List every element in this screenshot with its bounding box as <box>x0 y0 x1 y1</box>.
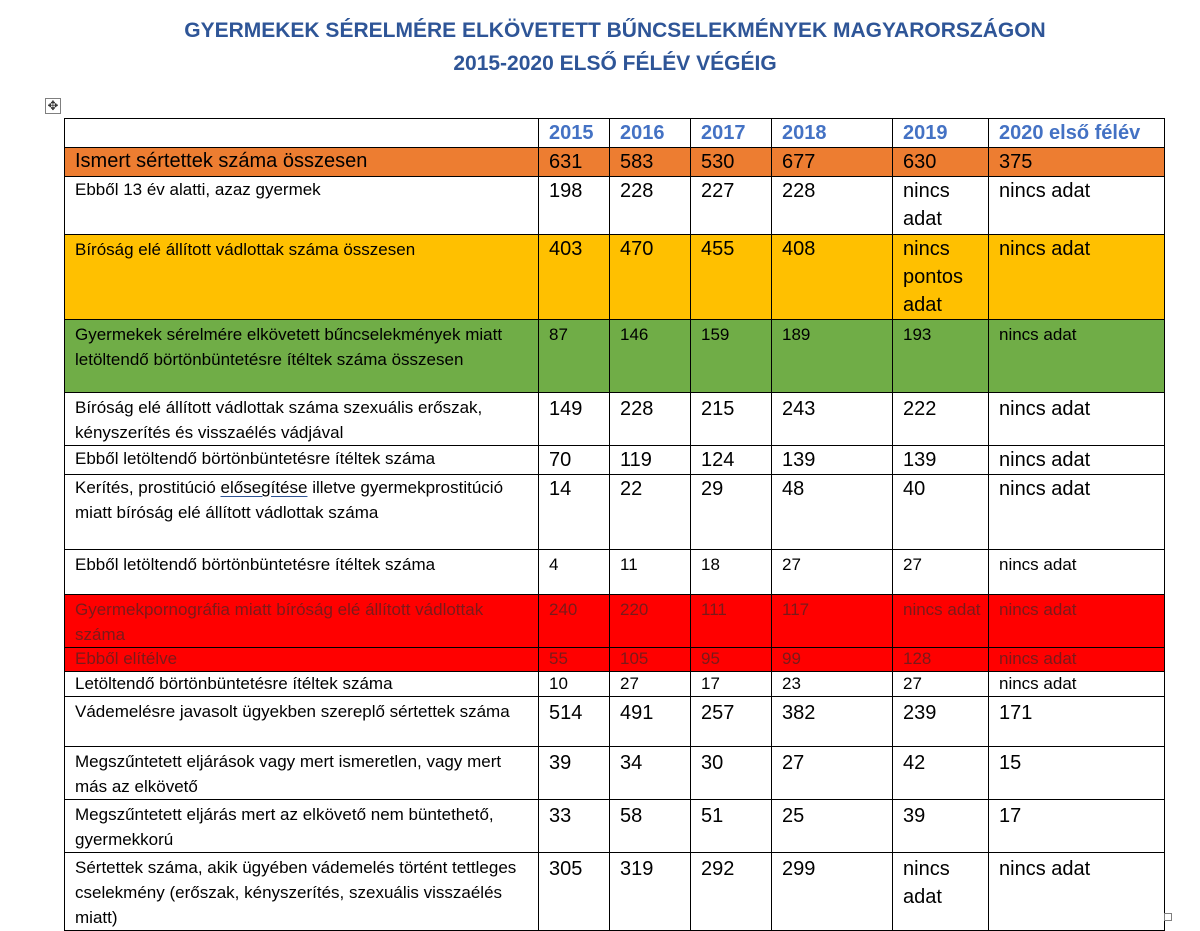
row-label: Gyermekek sérelmére elkövetett bűncselekmények miatt letöltendő börtönbüntetésre ítéltek száma összesen <box>65 320 539 393</box>
cell-value: 239 <box>893 697 989 747</box>
cell-value: 491 <box>610 697 691 747</box>
cell-value: 105 <box>610 648 691 672</box>
table-row <box>65 550 1165 595</box>
table-row <box>65 446 1165 475</box>
table-row <box>65 747 1165 800</box>
cell-value: 30 <box>691 747 772 800</box>
cell-value: 382 <box>772 697 893 747</box>
cell-value: nincs adat <box>989 393 1165 446</box>
cell-value: 139 <box>772 446 893 475</box>
cell-value: nincs adat <box>989 446 1165 475</box>
table-header-row <box>65 119 1165 148</box>
table-row <box>65 672 1165 697</box>
cell-value: 70 <box>539 446 610 475</box>
cell-value: nincs adat <box>989 648 1165 672</box>
cell-value: 23 <box>772 672 893 697</box>
table-row <box>65 853 1165 931</box>
cell-value: nincs adat <box>989 475 1165 550</box>
row-label: Ebből letöltendő börtönbüntetésre ítéltek száma <box>65 446 539 475</box>
cell-value: 631 <box>539 148 610 177</box>
cell-value: 257 <box>691 697 772 747</box>
cell-value: 215 <box>691 393 772 446</box>
table-move-handle-icon[interactable]: ✥ <box>45 98 61 114</box>
cell-value: 139 <box>893 446 989 475</box>
header-cell-2019: 2019 <box>893 119 989 148</box>
header-cell-empty <box>65 119 539 148</box>
title-line-2: 2015-2020 ELSŐ FÉLÉV VÉGÉIG <box>453 52 777 75</box>
cell-value: nincs pontos adat <box>893 235 989 320</box>
cell-value: 27 <box>893 672 989 697</box>
header-cell-2017: 2017 <box>691 119 772 148</box>
cell-value: 18 <box>691 550 772 595</box>
cell-value: 48 <box>772 475 893 550</box>
cell-value: 677 <box>772 148 893 177</box>
row-label: Ismert sértettek száma összesen <box>65 148 539 177</box>
row-label: Bíróság elé állított vádlottak száma szexuális erőszak, kényszerítés és visszaélés vádjával <box>65 393 539 446</box>
cell-value: nincs adat <box>989 853 1165 931</box>
row-label: Ebből elítélve <box>65 648 539 672</box>
table-row <box>65 177 1165 235</box>
cell-value: 159 <box>691 320 772 393</box>
row-label: Megszűntetett eljárás mert az elkövető nem büntethető, gyermekkorú <box>65 800 539 853</box>
cell-value: 240 <box>539 595 610 648</box>
cell-value: 128 <box>893 648 989 672</box>
cell-value: 630 <box>893 148 989 177</box>
cell-value: 455 <box>691 235 772 320</box>
cell-value: 58 <box>610 800 691 853</box>
cell-value: 222 <box>893 393 989 446</box>
cell-value: 530 <box>691 148 772 177</box>
cell-value: 95 <box>691 648 772 672</box>
cell-value: 51 <box>691 800 772 853</box>
row-label: Letöltendő börtönbüntetésre ítéltek száma <box>65 672 539 697</box>
row-label-text: illetve gyermekprostitúció miatt bíróság elé állított vádlottak száma <box>75 478 504 522</box>
row-label: Ebből 13 év alatti, azaz gyermek <box>65 177 539 235</box>
cell-value: 40 <box>893 475 989 550</box>
cell-value: nincs adat <box>989 550 1165 595</box>
cell-value: 15 <box>989 747 1165 800</box>
cell-value: 29 <box>691 475 772 550</box>
table-row <box>65 697 1165 747</box>
cell-value: 34 <box>610 747 691 800</box>
cell-value: 27 <box>772 550 893 595</box>
table-row <box>65 648 1165 672</box>
cell-value: 111 <box>691 595 772 648</box>
cell-value: 514 <box>539 697 610 747</box>
cell-value: 10 <box>539 672 610 697</box>
cell-value: 319 <box>610 853 691 931</box>
cell-value: 22 <box>610 475 691 550</box>
header-cell-2018: 2018 <box>772 119 893 148</box>
cell-value: 124 <box>691 446 772 475</box>
cell-value: 198 <box>539 177 610 235</box>
title-line-1: GYERMEKEK SÉRELMÉRE ELKÖVETETT BŰNCSELEKMÉNYEK MAGYARORSZÁGON <box>184 19 1046 42</box>
cell-value: 305 <box>539 853 610 931</box>
cell-value: nincs adat <box>989 672 1165 697</box>
cell-value: 583 <box>610 148 691 177</box>
cell-value: 408 <box>772 235 893 320</box>
cell-value: 403 <box>539 235 610 320</box>
cell-value: 27 <box>610 672 691 697</box>
row-label: Bíróság elé állított vádlottak száma összesen <box>65 235 539 320</box>
cell-value: 470 <box>610 235 691 320</box>
spellcheck-word[interactable]: elősegítése <box>220 478 308 497</box>
cell-value: 171 <box>989 697 1165 747</box>
cell-value: 55 <box>539 648 610 672</box>
cell-value: 4 <box>539 550 610 595</box>
cell-value: 117 <box>772 595 893 648</box>
cell-value: nincs adat <box>989 177 1165 235</box>
table-row <box>65 800 1165 853</box>
cell-value: 228 <box>610 393 691 446</box>
table-row <box>65 475 1165 550</box>
cell-value: 220 <box>610 595 691 648</box>
table-row <box>65 148 1165 177</box>
cell-value: nincs adat <box>989 320 1165 393</box>
cell-value: 228 <box>610 177 691 235</box>
row-label: Gyermekpornográfia miatt bíróság elé állított vádlottak száma <box>65 595 539 648</box>
cell-value: 149 <box>539 393 610 446</box>
header-cell-2016: 2016 <box>610 119 691 148</box>
cell-value: nincs adat <box>893 595 989 648</box>
row-label: Megszűntetett eljárások vagy mert ismeretlen, vagy mert más az elkövető <box>65 747 539 800</box>
cell-value: 375 <box>989 148 1165 177</box>
cell-value: 299 <box>772 853 893 931</box>
table-row <box>65 595 1165 648</box>
row-label: Vádemelésre javasolt ügyekben szereplő sértettek száma <box>65 697 539 747</box>
cell-value: 27 <box>893 550 989 595</box>
row-label <box>65 475 539 550</box>
cell-value: 17 <box>691 672 772 697</box>
cell-value: 243 <box>772 393 893 446</box>
header-cell-2015: 2015 <box>539 119 610 148</box>
cell-value: 119 <box>610 446 691 475</box>
row-label-text: Kerítés, prostitúció <box>75 478 221 497</box>
cell-value: 99 <box>772 648 893 672</box>
table-resize-handle[interactable] <box>1164 913 1172 921</box>
cell-value: nincs adat <box>893 177 989 235</box>
row-label: Sértettek száma, akik ügyében vádemelés történt tettleges cselekmény (erőszak, kényszerítés, szexuális visszaélés miatt) <box>65 853 539 931</box>
cell-value: 146 <box>610 320 691 393</box>
header-cell-2020: 2020 első félév <box>989 119 1165 148</box>
cell-value: nincs adat <box>989 235 1165 320</box>
cell-value: nincs adat <box>893 853 989 931</box>
statistics-table <box>64 118 1165 931</box>
cell-value: 292 <box>691 853 772 931</box>
cell-value: 228 <box>772 177 893 235</box>
cell-value: 17 <box>989 800 1165 853</box>
cell-value: 33 <box>539 800 610 853</box>
cell-value: 87 <box>539 320 610 393</box>
cell-value: 11 <box>610 550 691 595</box>
cell-value: nincs adat <box>989 595 1165 648</box>
cell-value: 14 <box>539 475 610 550</box>
cell-value: 27 <box>772 747 893 800</box>
table-row <box>65 393 1165 446</box>
row-label: Ebből letöltendő börtönbüntetésre ítéltek száma <box>65 550 539 595</box>
table-row <box>65 235 1165 320</box>
cell-value: 193 <box>893 320 989 393</box>
table-row <box>65 320 1165 393</box>
cell-value: 39 <box>893 800 989 853</box>
page-title <box>0 14 1200 80</box>
cell-value: 39 <box>539 747 610 800</box>
cell-value: 227 <box>691 177 772 235</box>
cell-value: 189 <box>772 320 893 393</box>
cell-value: 25 <box>772 800 893 853</box>
cell-value: 42 <box>893 747 989 800</box>
